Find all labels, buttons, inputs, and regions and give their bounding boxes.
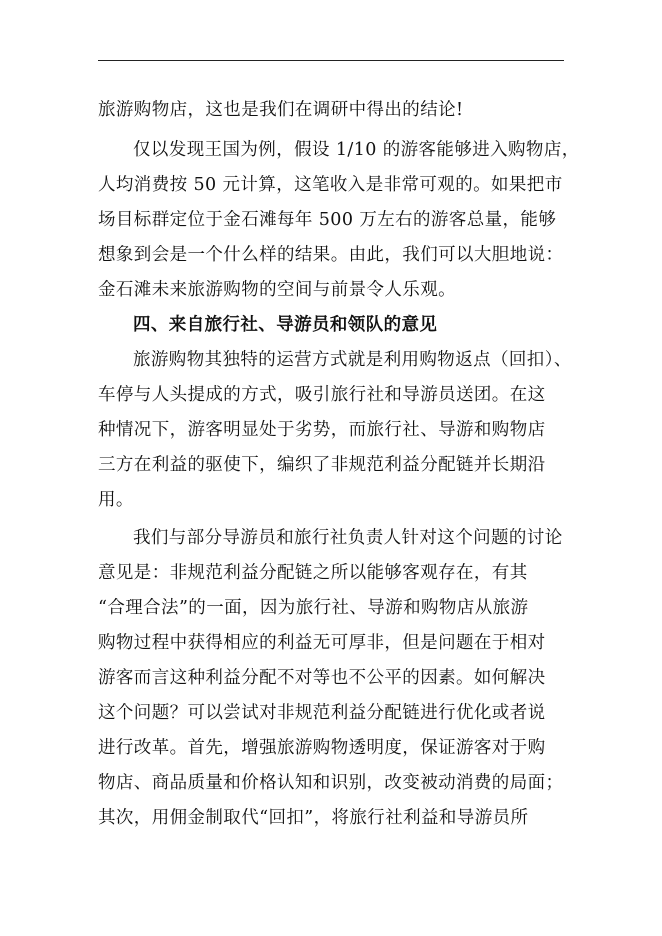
text-line: 用。: [98, 490, 134, 510]
section-heading: 四、来自旅行社、导游员和领队的意见: [133, 315, 438, 335]
text-line: 其次，用佣金制取代“回扣”，将旅行社利益和导游员所: [98, 808, 529, 828]
text-line: 旅游购物店，这也是我们在调研中得出的结论!: [98, 100, 464, 120]
text-line: 人均消费按 50 元计算，这笔收入是非常可观的。如果把市: [98, 175, 563, 195]
paragraph-start-line: 仅以发现王国为例，假设 1/10 的游客能够进入购物店，: [133, 140, 580, 160]
text-line: 游客而言这种利益分配不对等也不公平的因素。如何解决: [98, 668, 546, 688]
paragraph-start-line: 我们与部分导游员和旅行社负责人针对这个问题的讨论: [133, 528, 563, 548]
paragraph-start-line: 旅游购物其独特的运营方式就是利用购物返点（回扣）、: [133, 350, 572, 370]
text-line: 意见是：非规范利益分配链之所以能够客观存在，有其: [98, 563, 528, 583]
text-line: 想象到会是一个什么样的结果。由此，我们可以大胆地说：: [98, 245, 564, 265]
text-line: “合理合法”的一面，因为旅行社、导游和购物店从旅游: [98, 598, 529, 618]
text-line: 购物过程中获得相应的利益无可厚非，但是问题在于相对: [98, 633, 546, 653]
text-line: 三方在利益的驱使下，编织了非规范利益分配链并长期沿: [98, 455, 546, 475]
text-line: 车停与人头提成的方式，吸引旅行社和导游员送团。在这: [98, 385, 546, 405]
text-line: 物店、商品质量和价格认知和识别，改变被动消费的局面；: [98, 773, 564, 793]
text-line: 种情况下，游客明显处于劣势，而旅行社、导游和购物店: [98, 420, 546, 440]
text-line: 场目标群定位于金石滩每年 500 万左右的游客总量，能够: [98, 210, 557, 230]
text-line: 这个问题？可以尝试对非规范利益分配链进行优化或者说: [98, 703, 546, 723]
text-line: 金石滩未来旅游购物的空间与前景令人乐观。: [98, 280, 456, 300]
text-line: 进行改革。首先，增强旅游购物透明度，保证游客对于购: [98, 738, 546, 758]
